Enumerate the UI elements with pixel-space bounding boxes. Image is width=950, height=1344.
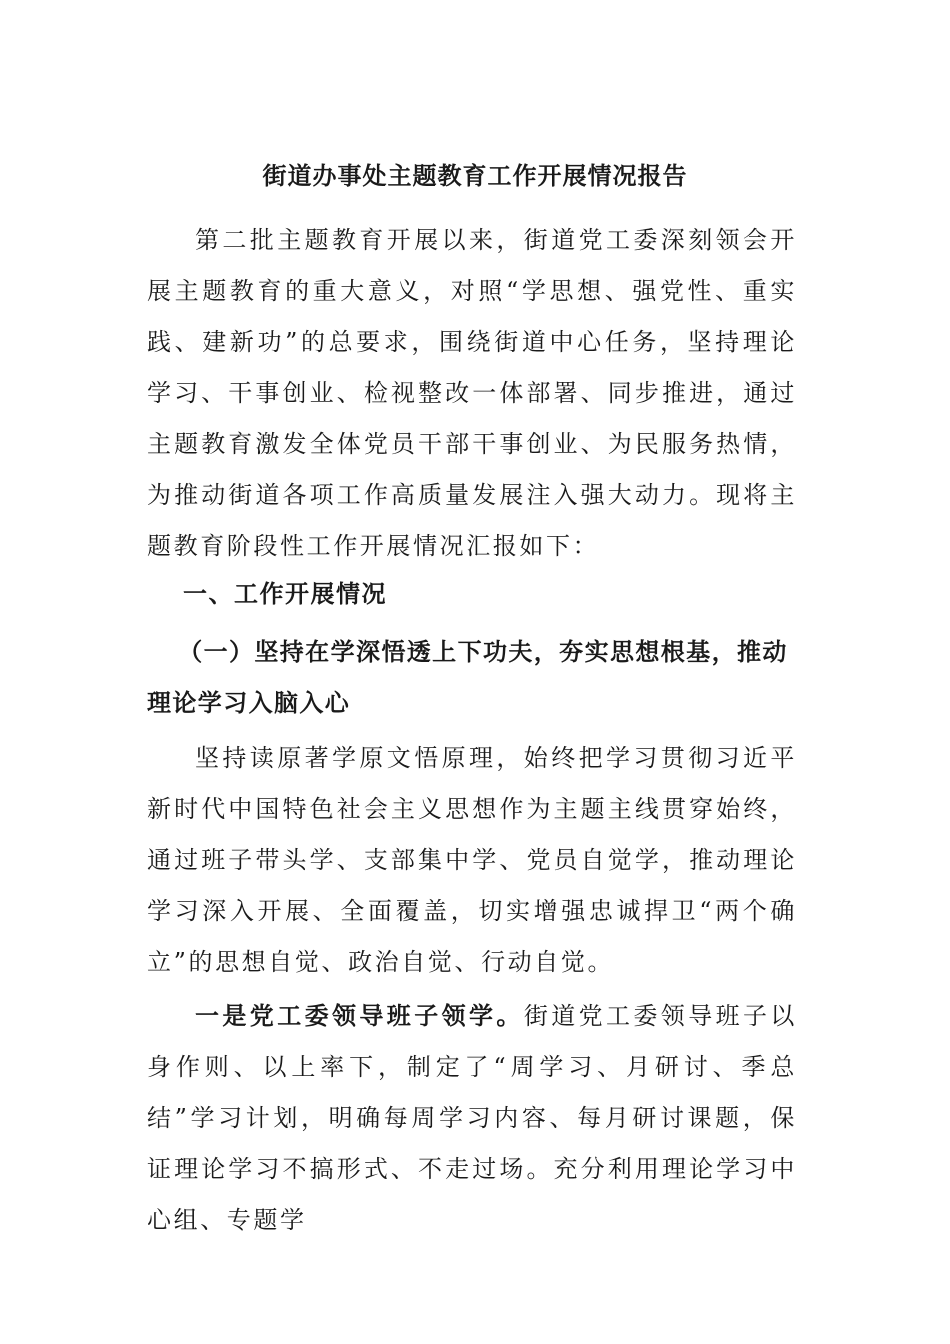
intro-paragraph: 第二批主题教育开展以来，街道党工委深刻领会开展主题教育的重大意义，对照“学思想、强党性、重实践、建新功”的总要求，围绕街道中心任务，坚持理论学习、干事创业、检视整改一体部署、同步推进，通过主题教育激发全体党员干部干事创业、为民服务热情，为推动街道各项工作高质量发展注入强大动力。现将主题教育阶段性工作开展情况汇报如下： xyxy=(147,226,797,560)
subsection-paragraph: 坚持读原著学原文悟原理，始终把学习贯彻习近平新时代中国特色社会主义思想作为主题主线贯穿始终，通过班子带头学、支部集中学、党员自觉学，推动理论学习深入开展、全面覆盖，切实增强忠诚捍卫“两个确立”的思想自觉、政治自觉、行动自觉。 xyxy=(147,744,797,976)
document-title: 街道办事处主题教育工作开展情况报告 xyxy=(262,161,688,190)
item-body-text: 街道党工委领导班子以身作则、以上率下，制定了“周学习、月研讨、季总结”学习计划，明确每周学习内容、每月研讨课题，保证理论学习不搞形式、不走过场。充分利用理论学习中心组、专题学 xyxy=(147,1002,798,1234)
item-paragraph-leadership-study xyxy=(147,990,797,1246)
item-lead-text: 一是党工委领导班子领学。 xyxy=(195,1001,524,1030)
subsection-heading-theory-study: （一）坚持在学深悟透上下功夫，夯实思想根基，推动理论学习入脑入心 xyxy=(147,637,788,717)
section-heading-work-progress: 一、工作开展情况 xyxy=(183,579,387,608)
